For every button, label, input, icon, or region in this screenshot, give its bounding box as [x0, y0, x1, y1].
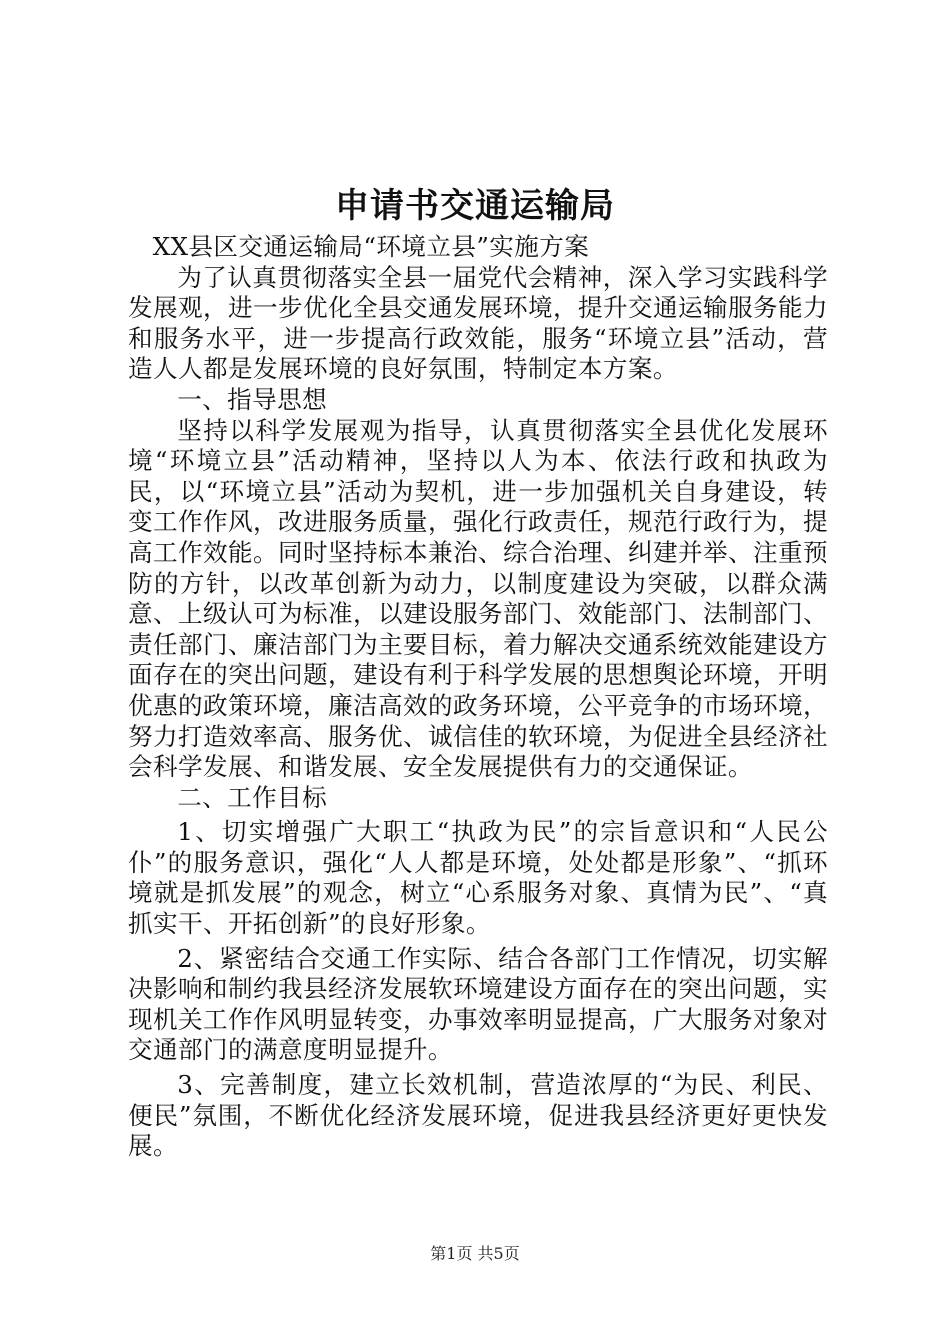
goal-item-1: 1、切实增强广大职工“执政为民”的宗旨意识和“人民公仆”的服务意识，强化“人人都是环境，处处都是形象”、“抓环境就是抓发展”的观念，树立“心系服务对象、真情为民”、“真抓实干、开拓创新”的良好形象。	[128, 817, 828, 939]
document-subtitle: XX县区交通运输局“环境立县”实施方案	[152, 232, 590, 261]
guiding-thought-paragraph: 坚持以科学发展观为指导，认真贯彻落实全县优化发展环境“环境立县”活动精神，坚持以人为本、依法行政和执政为民，以“环境立县”活动为契机，进一步加强机关自身建设，转变工作作风，改进服务质量，强化行政责任，规范行政行为，提高工作效能。同时坚持标本兼治、综合治理、纠建并举、注重预防的方针，以改革创新为动力，以制度建设为突破，以群众满意、上级认可为标准，以建设服务部门、效能部门、法制部门、责任部门、廉洁部门为主要目标，着力解决交通系统效能建设方面存在的突出问题，建设有利于科学发展的思想舆论环境，开明优惠的政策环境，廉洁高效的政务环境，公平竞争的市场环境，努力打造效率高、服务优、诚信佳的软环境，为促进全县经济社会科学发展、和谐发展、安全发展提供有力的交通保证。	[128, 415, 828, 782]
goal-item-3: 3、完善制度，建立长效机制，营造浓厚的“为民、利民、便民”氛围，不断优化经济发展环境，促进我县经济更好更快发展。	[128, 1070, 828, 1161]
document-title: 申请书交通运输局	[335, 186, 615, 226]
goal-item-2: 2、紧密结合交通工作实际、结合各部门工作情况，切实解决影响和制约我县经济发展软环境建设方面存在的突出问题，实现机关工作作风明显转变，办事效率明显提高，广大服务对象对交通部门的满意度明显提升。	[128, 943, 828, 1065]
document-body	[128, 232, 828, 1162]
page-footer: 第1页 共5页	[430, 1244, 520, 1263]
intro-paragraph: 为了认真贯彻落实全县一届党代会精神，深入学习实践科学发展观，进一步优化全县交通发展环境，提升交通运输服务能力和服务水平，进一步提高行政效能，服务“环境立县”活动，营造人人都是发展环境的良好氛围，特制定本方案。	[128, 262, 828, 384]
section-heading-guiding-thought: 一、指导思想	[177, 384, 328, 414]
section-heading-work-goals: 二、工作目标	[177, 782, 328, 812]
